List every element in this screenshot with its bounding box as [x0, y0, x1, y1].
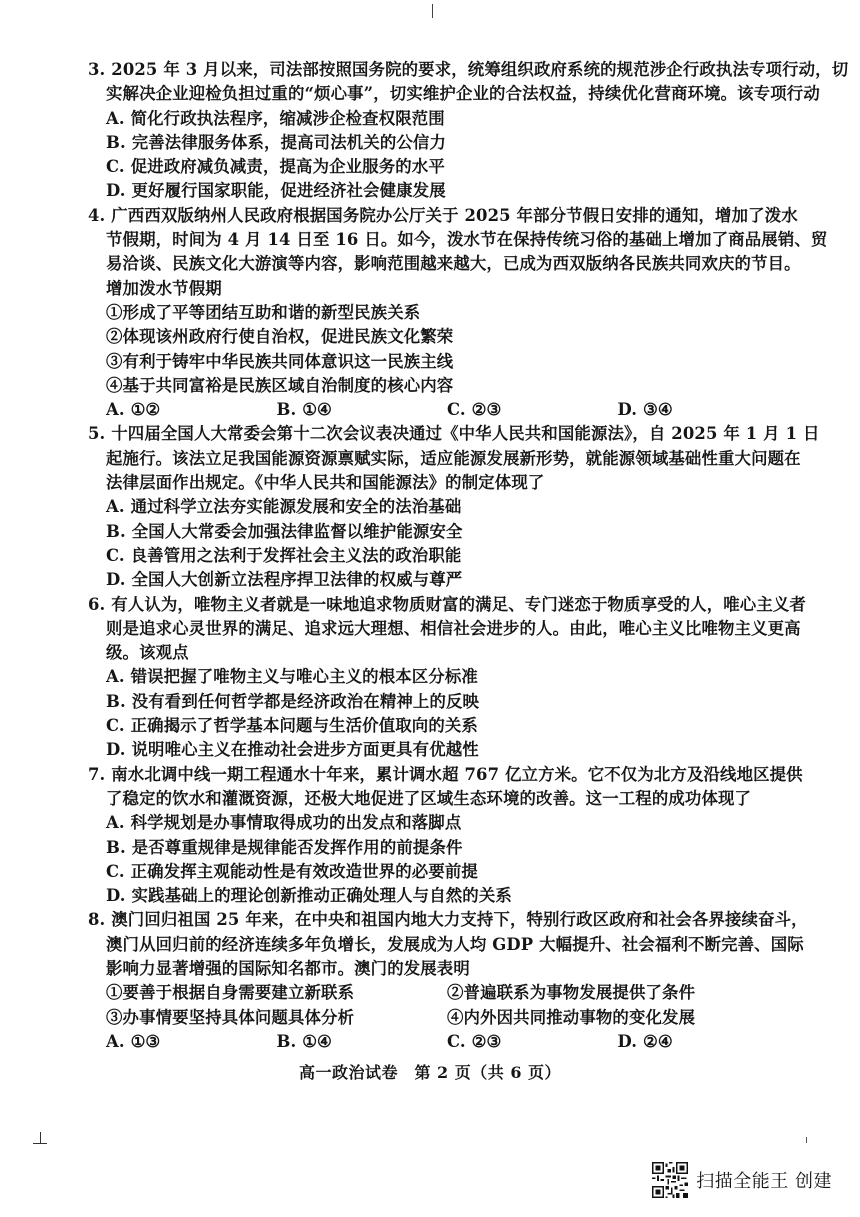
question-8-choice-c: C. ②③ [447, 1031, 502, 1051]
question-8-stem-line: 澳门从回归前的经济连续多年负增长，发展成为人均 GDP 大幅提升、社会福利不断完善、国际 [106, 934, 804, 954]
question-4-statement-2: ②体现该州政府行使自治权，促进民族文化繁荣 [106, 327, 454, 347]
question-8-stem-line: 8. 澳门回归祖国 25 年来，在中央和祖国内地大力支持下，特别行政区政府和社会各界接续奋斗， [88, 910, 808, 930]
question-4-statement-3: ③有利于铸牢中华民族共同体意识这一民族主线 [106, 351, 454, 371]
question-8-choice-a: A. ①③ [106, 1031, 161, 1051]
question-4-stem-line: 易洽谈、民族文化大游演等内容，影响范围越来越大，已成为西双版纳各民族共同欢庆的节目。 [106, 254, 801, 274]
question-8-statement-1: ①要善于根据自身需要建立新联系 [106, 983, 355, 1003]
question-7-option-b: B. 是否尊重规律是规律能否发挥作用的前提条件 [106, 837, 463, 857]
question-8-statement-4: ④内外因共同推动事物的变化发展 [447, 1007, 696, 1027]
question-5-option-c: C. 良善管用之法利于发挥社会主义法的政治职能 [106, 545, 462, 565]
question-5-option-b: B. 全国人大常委会加强法律监督以维护能源安全 [106, 521, 463, 541]
question-4-choice-b: B. ①④ [276, 400, 332, 420]
page-footer: 高一政治试卷 第 2 页（共 6 页） [298, 1063, 562, 1082]
question-8-statement-2: ②普遍联系为事物发展提供了条件 [447, 983, 696, 1003]
crop-mark [40, 1132, 41, 1144]
question-6-option-b: B. 没有看到任何哲学都是经济政治在精神上的反映 [106, 691, 480, 711]
question-4-choice-a: A. ①② [106, 400, 161, 420]
question-8-statements-row [88, 981, 788, 1005]
question-8-statements-row [88, 1006, 788, 1030]
top-tick-mark [432, 4, 433, 18]
question-8-choices [88, 1030, 788, 1054]
question-5-option-d: D. 全国人大创新立法程序捍卫法律的权威与尊严 [106, 570, 463, 590]
question-4-stem-line: 节假期，时间为 4 月 14 日至 16 日。如今，泼水节在保持传统习俗的基础上增加了商品展销、贸 [106, 230, 828, 250]
question-7-option-a: A. 科学规划是办事情取得成功的出发点和落脚点 [106, 813, 462, 833]
question-3 [88, 58, 849, 204]
bottom-tick-mark [806, 1137, 807, 1143]
question-4-stem-line: 增加泼水节假期 [106, 278, 222, 298]
question-5 [88, 422, 820, 592]
question-list [88, 58, 849, 1054]
question-8-choice-d: D. ②④ [617, 1031, 673, 1051]
question-8-stem-line: 影响力显著增强的国际知名都市。澳门的发展表明 [106, 958, 470, 978]
question-6-option-c: C. 正确揭示了哲学基本问题与生活价值取向的关系 [106, 716, 478, 736]
question-6 [88, 593, 806, 763]
scanner-watermark [652, 1162, 832, 1198]
question-5-stem-line: 5. 十四届全国人大常委会第十二次会议表决通过《中华人民共和国能源法》，自 2025 年 1 月 1 日 [88, 424, 820, 444]
question-6-option-a: A. 错误把握了唯物主义与唯心主义的根本区分标准 [106, 667, 478, 687]
question-4-choice-d: D. ③④ [617, 400, 673, 420]
question-4-statement-1: ①形成了平等团结互助和谐的新型民族关系 [106, 302, 421, 322]
question-8-statement-3: ③办事情要坚持具体问题具体分析 [106, 1007, 355, 1027]
question-3-stem-line: 实解决企业迎检负担过重的“烦心事”，切实维护企业的合法权益，持续优化营商环境。该专项行动 [106, 84, 820, 104]
question-6-stem-line: 级。该观点 [106, 643, 189, 663]
question-4-statement-4: ④基于共同富裕是民族区域自治制度的核心内容 [106, 375, 454, 395]
question-3-option-d: D. 更好履行国家职能，促进经济社会健康发展 [106, 181, 446, 201]
question-5-stem-line: 起施行。该法立足我国能源资源禀赋实际，适应能源发展新形势，就能源领域基础性重大问题在 [106, 448, 801, 468]
question-4 [88, 204, 828, 423]
watermark-text: 扫描全能王 创建 [696, 1171, 832, 1192]
question-6-stem-line: 则是追求心灵世界的满足、追求远大理想、相信社会进步的人。由此，唯心主义比唯物主义更高 [106, 618, 801, 638]
question-3-option-a: A. 简化行政执法程序，缩减涉企检查权限范围 [106, 108, 445, 128]
question-3-option-b: B. 完善法律服务体系，提高司法机关的公信力 [106, 132, 446, 152]
question-6-option-d: D. 说明唯心主义在推动社会进步方面更具有优越性 [106, 740, 479, 760]
question-3-option-c: C. 促进政府减负减责，提高为企业服务的水平 [106, 157, 445, 177]
question-3-stem-line: 3. 2025 年 3 月以来，司法部按照国务院的要求，统筹组织政府系统的规范涉企行政执法专项行动，切 [88, 60, 849, 79]
question-4-choice-c: C. ②③ [447, 400, 502, 420]
question-7-stem-line: 7. 南水北调中线一期工程通水十年来，累计调水超 767 亿立方米。它不仅为北方及沿线地区提供 [88, 764, 803, 784]
question-5-stem-line: 法律层面作出规定。《中华人民共和国能源法》的制定体现了 [106, 473, 545, 493]
question-8 [88, 908, 808, 1054]
question-7 [88, 763, 803, 909]
question-7-option-c: C. 正确发挥主观能动性是有效改造世界的必要前提 [106, 861, 478, 881]
question-5-option-a: A. 通过科学立法夯实能源发展和安全的法治基础 [106, 497, 462, 517]
qr-code-icon [652, 1162, 688, 1198]
question-4-choices [88, 398, 788, 422]
question-4-stem-line: 4. 广西西双版纳州人民政府根据国务院办公厅关于 2025 年部分节假日安排的通知，增加了泼水 [88, 205, 798, 225]
question-8-choice-b: B. ①④ [276, 1031, 332, 1051]
question-7-option-d: D. 实践基础上的理论创新推动正确处理人与自然的关系 [106, 886, 512, 906]
question-6-stem-line: 6. 有人认为，唯物主义者就是一味地追求物质财富的满足、专门迷恋于物质享受的人，唯心主义者 [88, 594, 806, 614]
question-7-stem-line: 了稳定的饮水和灌溉资源，还极大地促进了区域生态环境的改善。这一工程的成功体现了 [106, 788, 752, 808]
